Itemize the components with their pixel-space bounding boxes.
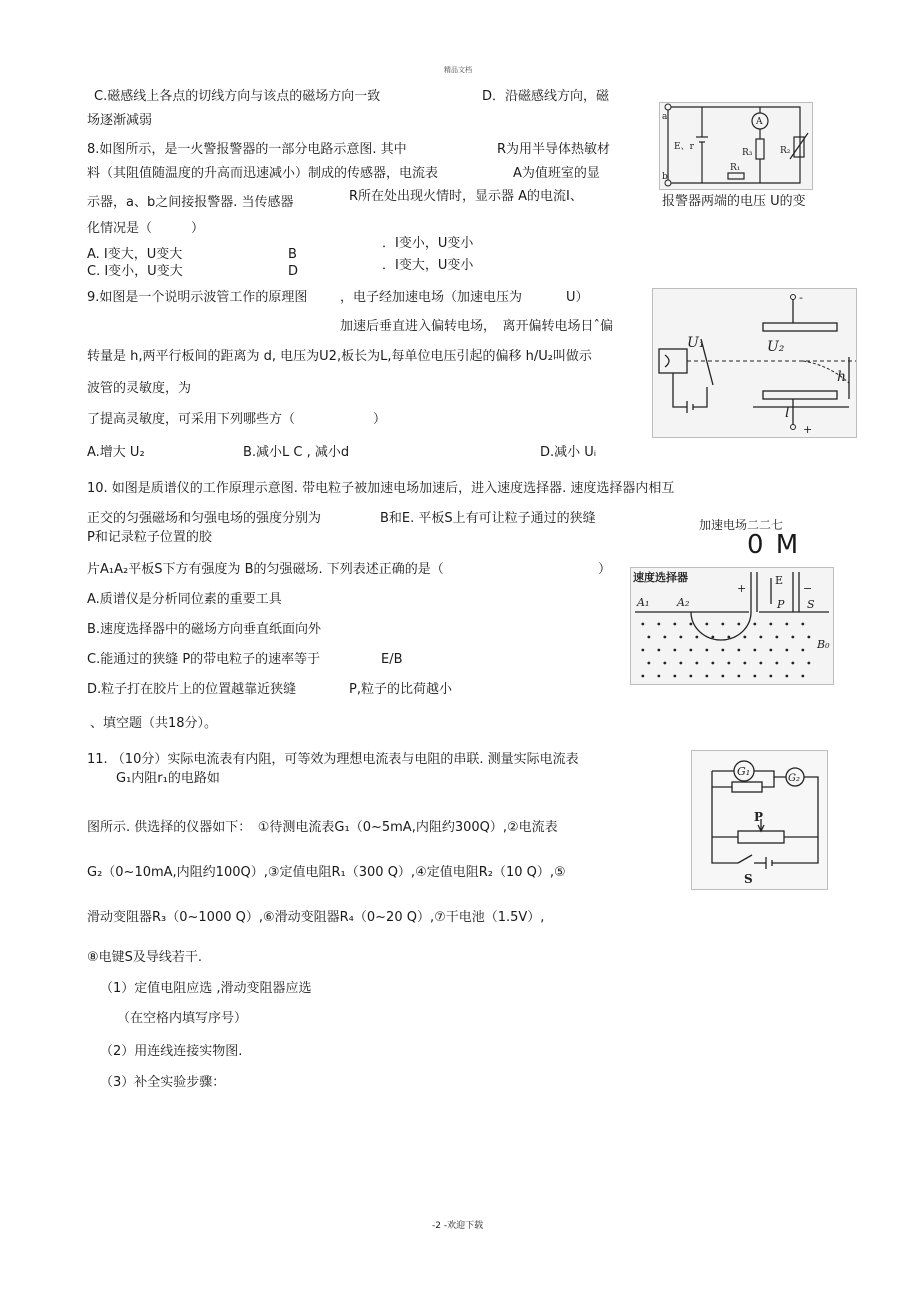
u1-label: U₁ [687, 335, 705, 351]
g1-label: G₁ [737, 765, 751, 778]
field-dot [705, 675, 708, 678]
q9-line4: 波管的灵敏度，为 [87, 381, 192, 396]
field-dot [711, 636, 714, 639]
field-dot [753, 649, 756, 652]
page-footer-label: -2 -欢迎下载 [432, 1221, 484, 1231]
field-dot [647, 636, 650, 639]
q11-sub2: （2）用连线连接实物图. [100, 1044, 243, 1059]
q8-option-a: A. I变大，U变大 [87, 247, 183, 262]
field-dot [657, 675, 660, 678]
q8-option-b-text: ．I变小，U变小 [382, 236, 474, 251]
q8-line2a: 料（其阻值随温度的升高而迅速减小）制成的传感器，电流表 [87, 166, 439, 181]
field-dot [673, 623, 676, 626]
field-dot [641, 675, 644, 678]
field-dot [801, 649, 804, 652]
q8-option-b-letter: B [288, 247, 297, 262]
q9-option-d: D.减小 Uᵢ [540, 445, 597, 460]
emf-label: E、r [674, 142, 694, 152]
q9-line3: 转量是 h,两平行板间的距离为 d, 电压为U2,板长为L,每单位电压引起的偏移 h/U₂叫做示 [87, 349, 592, 364]
q7-option-d-cont: 场逐渐减弱 [87, 113, 153, 128]
field-dot [801, 623, 804, 626]
field-dot [753, 623, 756, 626]
field-dot [791, 636, 794, 639]
q10-line4a: 片A₁A₂平板S下方有强度为 B的匀强磁场. 下列表述正确的是（ [87, 562, 444, 577]
field-dot [657, 649, 660, 652]
plus-plate-label: + [737, 582, 747, 595]
field-dot [791, 662, 794, 665]
minus-label: - [799, 291, 803, 304]
g2-label: G₂ [788, 773, 800, 784]
q9-line1b: ，电子经加速电场（加速电压为 [340, 290, 523, 305]
q9-line5: 了提高灵敏度，可采用下列哪些方（ ） [87, 412, 387, 427]
field-dot [737, 649, 740, 652]
field-dot [673, 649, 676, 652]
field-dot [641, 649, 644, 652]
q8-line2b: A为值班室的显 [513, 166, 600, 181]
field-dot [785, 675, 788, 678]
q8-line1a: 8.如图所示，是一火警报警器的一部分电路示意图. 其中 [87, 142, 407, 157]
r1-label: R₁ [730, 163, 741, 173]
q8-option-d-text: ．I变大，U变小 [382, 258, 474, 273]
field-dot [775, 662, 778, 665]
field-dot [721, 649, 724, 652]
a1-label: A₁ [637, 596, 650, 609]
field-dot [785, 649, 788, 652]
field-dot [689, 675, 692, 678]
h-label: h [837, 369, 847, 385]
field-dot [727, 662, 730, 665]
field-dot [775, 636, 778, 639]
field-dot [737, 623, 740, 626]
q8-line4: 化情况是（ ） [87, 221, 205, 236]
q7-option-d: D．沿磁感线方向，磁 [482, 89, 610, 104]
plus-label: + [803, 423, 813, 436]
field-dot [727, 636, 730, 639]
field-dot [663, 662, 666, 665]
q9-line1a: 9.如图是一个说明示波管工作的原理图 [87, 290, 308, 305]
field-dot [737, 675, 740, 678]
q9-option-a: A.增大 U₂ [87, 445, 145, 460]
field-dot [743, 636, 746, 639]
galvanometer-circuit-figure [691, 750, 828, 890]
q10-line4b: ） [598, 562, 612, 577]
field-dot [679, 636, 682, 639]
q10-fig-caption-big: 0 M [747, 530, 801, 560]
ammeter-label: A [756, 117, 763, 127]
field-dot [695, 636, 698, 639]
q11-line2: G₁内阻r₁的电路如 [116, 771, 220, 786]
q10-line1: 10. 如图是质谱仪的工作原理示意图. 带电粒子被加速电场加速后，进入速度选择器. 速度选择器内相互 [87, 481, 675, 496]
q9-option-b: B.减小L C , 减小d [243, 445, 350, 460]
q8-line3c: 报警器两端的电压 U的变 [662, 194, 806, 209]
field-dot [689, 649, 692, 652]
q8-line3a: 示器，a、b之间接报警器. 当传感器 [87, 195, 294, 210]
q8-line3b: R所在处出现火情时，显示器 A的电流I、 [349, 189, 583, 204]
q8-option-c: C. I变小，U变大 [87, 264, 183, 279]
field-dot [807, 636, 810, 639]
q9-line1c: U） [566, 290, 589, 305]
minus-plate-label: − [803, 582, 813, 595]
plate-s-label: S [807, 598, 815, 611]
r3-label: R₃ [742, 148, 753, 158]
field-dot [753, 675, 756, 678]
q11-line6: ⑧电键S及导线若干. [87, 950, 203, 965]
terminal-b-label: b [662, 172, 668, 182]
q11-sub1-note: （在空格内填写序号） [117, 1011, 248, 1026]
q11-sub1: （1）定值电阻应选 ,滑动变阻器应选 [100, 981, 312, 996]
q10-fig-caption-small: 加速电场二二七 [699, 518, 784, 532]
oscilloscope-tube-figure [652, 288, 857, 438]
q10-option-d-cont: P,粒子的比荷越小 [349, 682, 452, 697]
fire-alarm-circuit-figure [659, 102, 813, 190]
q10-line2b: B和E. 平板S上有可让粒子通过的狭缝 [380, 511, 596, 526]
b0-label: B₀ [817, 638, 830, 651]
q10-option-d: D.粒子打在胶片上的位置越靠近狭缝 [87, 682, 297, 697]
field-dot [759, 636, 762, 639]
q9-line2: 加速后垂直进入偏转电场， 离开偏转电场日ˆ偏 [340, 319, 614, 334]
field-dot [759, 662, 762, 665]
q10-option-c-value: E/B [381, 652, 403, 667]
section2-title: 、填空题（共18分）。 [90, 716, 218, 731]
q10-line2a: 正交的匀强磁场和匀强电场的强度分别为 [87, 511, 322, 526]
q8-line1b: R为用半导体热敏材 [497, 142, 611, 157]
field-dot [641, 623, 644, 626]
r2-label: R₂ [780, 146, 791, 156]
q10-line3: P和记录粒子位置的胶 [87, 530, 212, 545]
magnetic-field-dots [641, 623, 810, 678]
q11-line1: 11. （10分）实际电流表有内阻，可等效为理想电流表与电阻的串联. 测量实际电流表 [87, 752, 579, 767]
q11-line3: 图所示. 供选择的仪器如下： ①待测电流表G₁（0~5mA,内阻约300Q）,②电流表 [87, 820, 558, 835]
l-label: l [785, 405, 790, 421]
mass-spectrometer-figure [630, 567, 834, 685]
q11-line5: 滑动变阻器R₃（0~1000 Q）,⑥滑动变阻器R₄（0~20 Q）,⑦干电池（1.5V）, [87, 910, 545, 925]
field-dot [807, 662, 810, 665]
q10-option-a: A.质谱仪是分析同位素的重要工具 [87, 592, 282, 607]
field-dot [721, 623, 724, 626]
field-dot [743, 662, 746, 665]
u2-label: U₂ [767, 339, 785, 355]
velocity-selector-label: 速度选择器 [633, 571, 688, 584]
field-dot [663, 636, 666, 639]
field-dot [647, 662, 650, 665]
field-dot [721, 675, 724, 678]
q10-option-c: C.能通过的狭缝 P的带电粒子的速率等于 [87, 652, 321, 667]
field-dot [657, 623, 660, 626]
a2-label: A₂ [677, 596, 690, 609]
field-dot [785, 623, 788, 626]
field-dot [711, 662, 714, 665]
q11-line4: G₂（0~10mA,内阻约100Q）,③定值电阻R₁（300 Q）,④定值电阻R₂（10 Q）,⑤ [87, 865, 566, 880]
field-dot [769, 623, 772, 626]
slit-p-label: P [777, 598, 785, 611]
terminal-a-label: a [662, 112, 668, 122]
field-dot [705, 649, 708, 652]
field-dot [695, 662, 698, 665]
field-dot [673, 675, 676, 678]
field-dot [769, 675, 772, 678]
q10-option-b: B.速度选择器中的磁场方向垂直纸面向外 [87, 622, 322, 637]
q8-option-d-letter: D [288, 264, 299, 279]
field-dot [801, 675, 804, 678]
q11-sub3: （3）补全实验步骤： [100, 1075, 226, 1090]
slider-p-label: P [754, 810, 764, 824]
field-e-label: E [775, 574, 784, 587]
field-dot [689, 623, 692, 626]
field-dot [679, 662, 682, 665]
q7-option-c: C.磁感线上各点的切线方向与该点的磁场方向一致 [94, 89, 381, 104]
field-dot [769, 649, 772, 652]
page-header-label: 精品文档 [444, 66, 472, 74]
field-dot [705, 623, 708, 626]
switch-s-label: S [744, 872, 753, 886]
